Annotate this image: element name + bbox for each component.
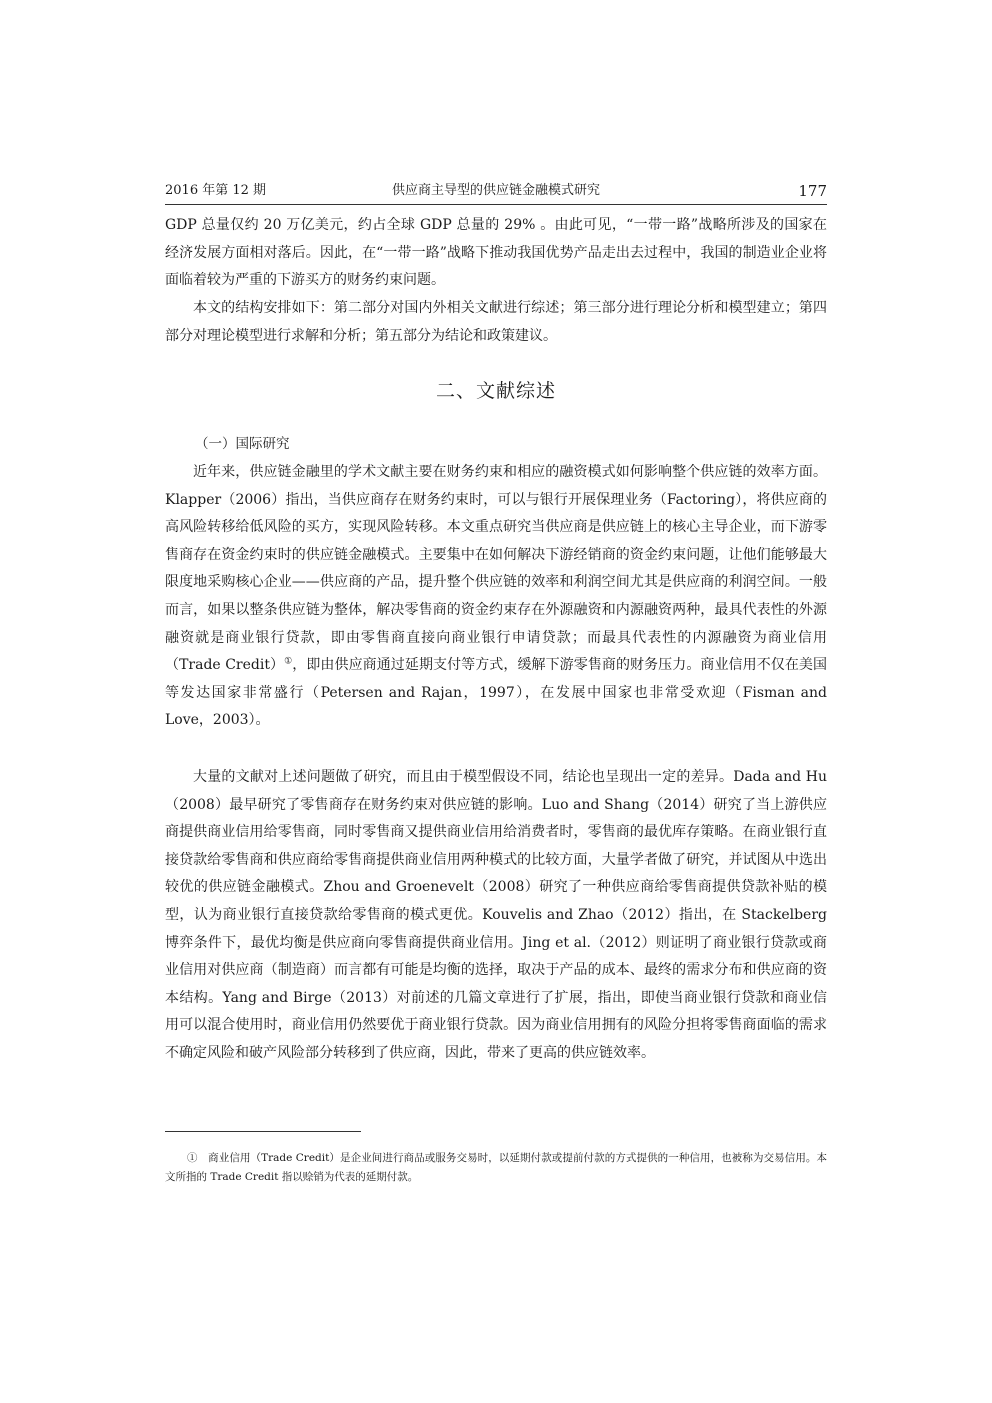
paragraph-text-after-note: ，即由供应商通过延期支付等方式，缓解下游零售商的财务压力。商业信用不仅在美国等发达国家非常盛行（Petersen and Rajan，1997），在发展中国家也非常受欢迎（Fisman and Love，2003）。: [165, 657, 827, 729]
paragraph-international-research: [165, 459, 827, 735]
issue-label: 2016 年第 12 期: [165, 183, 267, 198]
footnote-rule: [165, 1131, 361, 1132]
section-title: 二、文献综述: [435, 380, 556, 402]
footnote-text: 商业信用（Trade Credit）是企业间进行商品或服务交易时，以延期付款或提前付款的方式提供的一种信用，也被称为交易信用。本文所指的 Trade Credit 指以赊销为代表的延期付款。: [165, 1152, 827, 1183]
paragraph-literature: 大量的文献对上述问题做了研究，而且由于模型假设不同，结论也呈现出一定的差异。Dada and Hu（2008）最早研究了零售商存在财务约束对供应链的影响。Luo and Shang（2014）研究了当上游供应商提供商业信用给零售商，同时零售商又提供商业信用给消费者时，零售商的最优库存策略。在商业银行直接贷款给零售商和供应商给零售商提供商业信用两种模式的比较方面，大量学者做了研究，并试图从中选出较优的供应链金融模式。Zhou and Groenevelt（2008）研究了一种供应商给零售商提供贷款补贴的模型，认为商业银行直接贷款给零售商的模式更优。Kouvelis and Zhao（2012）指出，在 Stackelberg 博弈条件下，最优均衡是供应商向零售商提供商业信用。Jing et al.（2012）则证明了商业银行贷款或商业信用对供应商（制造商）而言都有可能是均衡的选择，取决于产品的成本、最终的需求分布和供应商的资本结构。Yang and Birge（2013）对前述的几篇文章进行了扩展，指出，即使当商业银行贷款和商业信用可以混合使用时，商业信用仍然要优于商业银行贷款。因为商业信用拥有的风险分担将零售商面临的需求不确定风险和破产风险部分转移到了供应商，因此，带来了更高的供应链效率。: [165, 769, 827, 1061]
page-number: 177: [798, 182, 827, 200]
footnote: [165, 1149, 827, 1187]
paragraph-structure: 本文的结构安排如下：第二部分对国内外相关文献进行综述；第三部分进行理论分析和模型建立；第四部分对理论模型进行求解和分析；第五部分为结论和政策建议。: [165, 300, 827, 344]
running-title: 供应商主导型的供应链金融模式研究: [391, 183, 600, 198]
footnote-marker: ①: [187, 1152, 198, 1164]
paragraph-text-before-note: 近年来，供应链金融里的学术文献主要在财务约束和相应的融资模式如何影响整个供应链的效率方面。Klapper（2006）指出，当供应商存在财务约束时，可以与银行开展保理业务（Factoring），将供应商的高风险转移给低风险的买方，实现风险转移。本文重点研究当供应商是供应链上的核心主导企业，而下游零售商存在资金约束时的供应链金融模式。主要集中在如何解决下游经销商的资金约束问题，让他们能够最大限度地采购核心企业——供应商的产品，提升整个供应链的效率和利润空间尤其是供应商的利润空间。一般而言，如果以整条供应链为整体，解决零售商的资金约束存在外源融资和内源融资两种，最具代表性的外源融资就是商业银行贷款，即由零售商直接向商业银行申请贷款；而最具代表性的内源融资为商业信用（Trade Credit）: [165, 464, 827, 674]
subsection-title: （一）国际研究: [195, 436, 290, 452]
footnote-reference[interactable]: ①: [284, 656, 293, 667]
paragraph-gdp: GDP 总量仅约 20 万亿美元，约占全球 GDP 总量的 29% 。由此可见，“一带一路”战略所涉及的国家在经济发展方面相对落后。因此，在“一带一路”战略下推动我国优势产品走出去过程中，我国的制造业企业将面临着较为严重的下游买方的财务约束问题。: [165, 217, 827, 289]
header-rule: [165, 204, 827, 205]
running-header: [165, 180, 827, 202]
